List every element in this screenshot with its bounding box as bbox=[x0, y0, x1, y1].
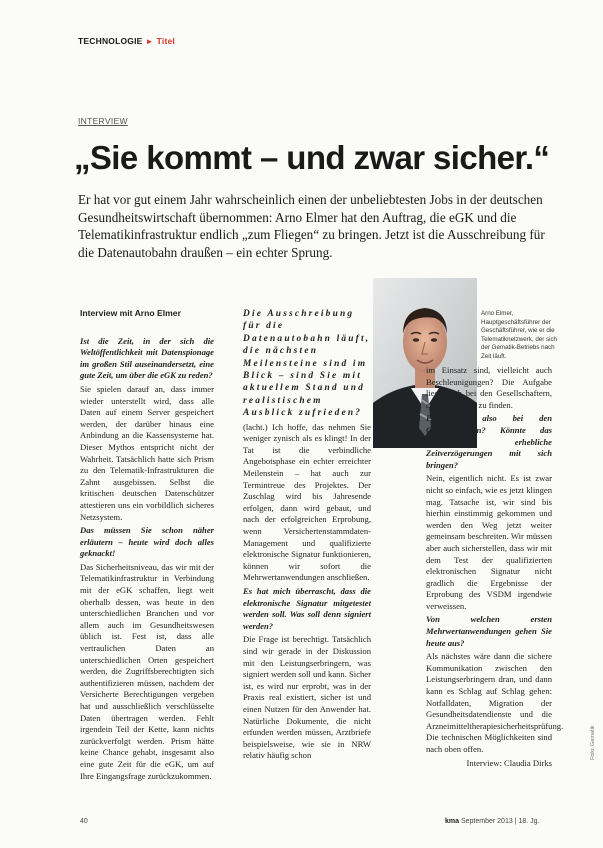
question: Von welchen ersten Mehrwertanwendungen gehen Sie heute aus? bbox=[426, 614, 552, 648]
text-column-1 bbox=[80, 308, 214, 784]
page-number: 40 bbox=[80, 818, 88, 825]
footer-publication: kma September 2013 | 18. Jg. bbox=[445, 818, 540, 825]
question: Es hat mich überrascht, dass die elektronische Signatur mitgetestet werden soll. Was soll denn signiert werden? bbox=[243, 585, 371, 631]
volume: 18. Jg. bbox=[518, 818, 540, 825]
running-header bbox=[78, 36, 175, 46]
answer: Sie spielen darauf an, dass immer wieder unterstellt wird, dass alle Daten auf einem Server gespeichert werden, der darüber hinaus eine Anbindung an die Kassensysteme hat. Dieser Mythos entspricht nicht der Wahrheit. Tatsächlich hatte sich Prism zu den Telematik-Infrastrukturen die Zahnt ausgebissen. Selbst die kritischen deutschen Datenschützer attestieren uns ein vorbildlich sicheres Netzsystem. bbox=[80, 383, 214, 522]
headline: „Sie kommt – und zwar sicher.“ bbox=[74, 139, 550, 176]
answer: Nein, eigentlich nicht. Es ist zwar nicht so einfach, wie es jetzt klingen mag. Tatsache ist, wir sind bis hierhin einstimmig gekommen und werden den Weg jetzt weiter gemeinsam beschreiten. Wir müssen aber auch sicherstellen, dass wir mit dem Test der qualifizierten elektronischen Signatur nicht gradlich die Ergebnisse der Erprobung des VSDM irgendwie verweissen. bbox=[426, 473, 552, 611]
question: Es liegt also bei den Gesellschaftern? Könnte das wieder erhebliche Zeitverzögerungen mit sich bringen? bbox=[426, 413, 552, 470]
lead-paragraph: Er hat vor gut einem Jahr wahrscheinlich einen der unbeliebtesten Jobs in der deutschen Gesundheitswirtschaft übernommen: Arno Elmer hat den Auftrag, die eGK und die Telematikinfrastruktur endlich „zum Fliegen“ zu bringen. Jetzt ist die Ausschreibung für die Datenautobahn draußen – ein echter Sprung. bbox=[78, 192, 545, 260]
kicker-label: INTERVIEW bbox=[78, 116, 128, 126]
subsection-label: Titel bbox=[156, 36, 175, 46]
question: Das müssen Sie schon näher erläutern – heute wird doch alles geknackt! bbox=[80, 525, 214, 559]
pull-question: Die Ausschreibung für die Datenautobahn läuft, die nächsten Meilensteine sind im Blick – sind Sie mit aktuellem Stand und realistischem Ausblick zufrieden? bbox=[243, 309, 371, 419]
text-column-2 bbox=[243, 308, 371, 764]
answer: im Einsatz sind, vielleicht auch Beschleunigungen? Die Aufgabe liegt noch bei den Gesellschaftern, einen Konsens zu finden. bbox=[426, 365, 552, 410]
photo-caption: Arno Elmer, Hauptgeschäftsführer der Geschäftsführer, wie er die Telematiknetzwerk, der sich der Gematik-Betriebs nach Zeit läuft. bbox=[481, 310, 557, 360]
magazine-name: kma bbox=[445, 818, 460, 825]
answer: (lacht.) Ich hoffe, das nehmen Sie weniger zynisch als es klingt! In der Tat ist die verbindliche Angebotsphase ein echter erreichter Meilenstein – hat auch zur Termintreue des Projektes. Der Zuschlag wird bis Jahresende erfolgen, dann wird gebaut, und nach der erfolgreichen Erprobung, wenn Versichertenstammdaten-Management und qualifizierte elektronische Signatur funktionieren, können wir sofort die Mehrwertanwendungen anschließen. bbox=[243, 421, 371, 583]
interview-signature: Interview: Claudia Dirks bbox=[466, 757, 552, 768]
issue-date: September 2013 bbox=[460, 818, 513, 825]
text-column-3 bbox=[426, 365, 564, 771]
byline: Interview mit Arno Elmer bbox=[80, 308, 181, 318]
answer: Das Sicherheitsniveau, das wir mit der Telematikinfrastruktur in Verbindung mit der eGK schaffen, liegt weit oberhalb dessen, was heute in den unterschiedlichen Branchen und vor allem auch im Gesundheitswesen üblich ist. Fest ist, dass alle vertraulichen Daten an unterschiedlichen Orten gespeichert werden, die Zugriffsberechtigten sich authentifizieren müssen, nachdem der Versicherte Berechtigungen vergeben hat und ausschließlich verschlüsselte Daten übertragen werden. Fehlt irgendein Teil der Kette, kann nichts zurückverfolgt werden. Prism hätte keine Chance gehabt, insgesamt also eine gute Zeit für die eGK, um auf Ihre Eingangsfrage zurückzukommen. bbox=[80, 561, 214, 781]
question: Ist die Zeit, in der sich die Weltöffentlichkeit mit Datenspionage im großen Stil auseinandersetzt, eine gute Zeit, um über die eGK zu reden? bbox=[80, 335, 214, 381]
section-label: TECHNOLOGIE bbox=[78, 36, 143, 46]
triangle-right-icon: ► bbox=[145, 37, 154, 46]
answer: Die Frage ist berechtigt. Tatsächlich sind wir gerade in der Diskussion mit den Leistungserbringern, was signiert werden soll und kann. Sicher ist, es wird nur erprobt, was in der Praxis real existiert, sicher ist und einen Nutzen für den Anwender hat. Natürliche Dokumente, die nicht erfunden werden müssen, Arztbriefe beispielsweise, wie sie in NRW relativ häufig schon bbox=[243, 634, 371, 761]
photo-credit: Foto: Gematik bbox=[590, 725, 596, 760]
answer: Als nächstes wäre dann die sichere Kommunikation zwischen den Leistungserbringern dran, und dann kann es Schlag auf Schlag gehen: Notfalldaten, Migration der Gesundheitsdatendienste und die Arzneimitteltherapiesicherheitsprüfung. Die technischen Möglichkeiten sind nach oben offen. bbox=[426, 651, 564, 754]
